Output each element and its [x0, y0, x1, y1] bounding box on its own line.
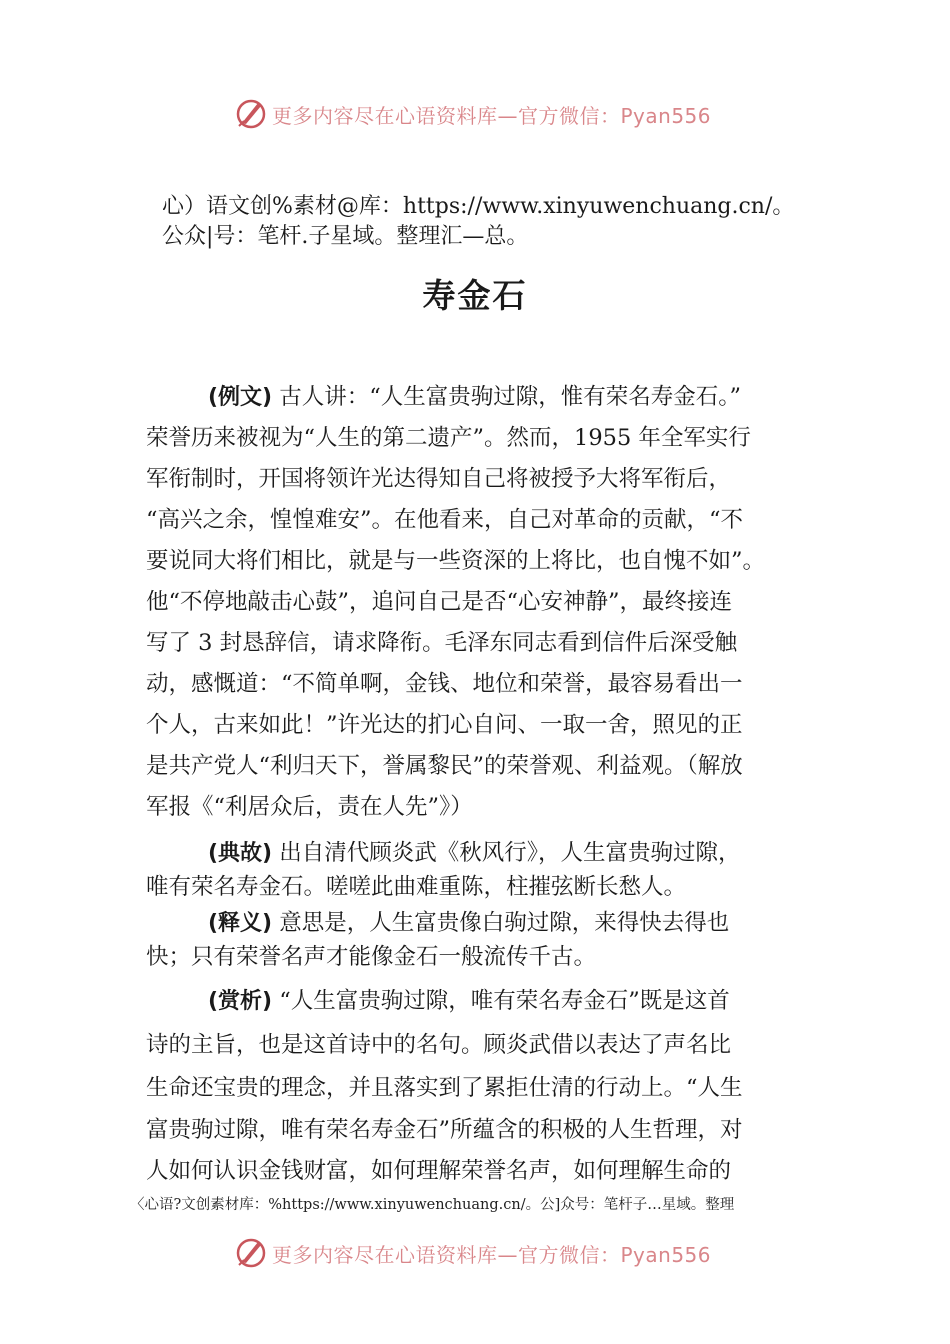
meaning-paragraph	[146, 906, 826, 974]
top-banner	[0, 94, 950, 134]
banner-text: 更多内容尽在心语资料库—官方微信：Pyan556	[272, 103, 712, 128]
appreciation-line: 富贵驹过隙，唯有荣名寿金石”所蕴含的积极的人生哲理，对	[146, 1117, 743, 1143]
example-line: 写了 3 封恳辞信，请求降衔。毛泽东同志看到信件后深受触	[146, 630, 738, 656]
example-line: 他“不停地敲击心鼓”，追问自己是否“心安神静”，最终接连	[146, 589, 733, 615]
allusion-line: 唯有荣名寿金石。嗟嗟此曲难重陈，柱摧弦断长愁人。	[146, 874, 687, 900]
source-line-1: 心）语文创%素材@库：https://www.xinyuwenchuang.cn/。	[162, 194, 795, 219]
quill-circle-icon	[234, 97, 268, 131]
source-line-2: 公众|号：笔杆.子星域。整理汇—总。	[162, 224, 529, 249]
appreciation-paragraph	[146, 979, 826, 1192]
appreciation-line: 生命还宝贵的理念，并且落实到了累拒仕清的行动上。“人生	[146, 1075, 743, 1101]
meaning-line: 快；只有荣誉名声才能像金石一般流传千古。	[146, 944, 597, 970]
example-line: “高兴之余，惶惶难安”。在他看来，自己对革命的贡献，“不	[146, 507, 744, 533]
page-title: 寿金石	[422, 276, 528, 315]
example-line: 军衔制时，开国将领许光达得知自己将被授予大将军衔后，	[146, 466, 732, 492]
example-line: 要说同大将们相比，就是与一些资深的上将比，也自愧不如”。	[146, 548, 766, 574]
meaning-tag: (释义)	[208, 911, 273, 936]
footer-source-note: 〈心语?文创素材库：%https://www.xinyuwenchuang.cn/。公]众号：笔杆子…星域。整理	[130, 1197, 735, 1213]
example-line: 古人讲：“人生富贵驹过隙，惟有荣名寿金石。”	[279, 384, 742, 410]
banner-text: 更多内容尽在心语资料库—官方微信：Pyan556	[272, 1242, 712, 1267]
example-line: 军报《“利居众后，责在人先”》）	[146, 794, 473, 820]
meaning-line: 意思是，人生富贵像白驹过隙，来得快去得也	[279, 910, 730, 936]
example-line: 荣誉历来被视为“人生的第二遗产”。然而，1955 年全军实行	[146, 425, 751, 451]
appreciation-line: 诗的主旨，也是这首诗中的名句。顾炎武借以表达了声名比	[146, 1032, 732, 1058]
example-line: 是共产党人“利归天下，誉属黎民”的荣誉观、利益观。（解放	[146, 753, 743, 779]
allusion-line: 出自清代顾炎武《秋风行》，人生富贵驹过隙，	[279, 840, 741, 866]
quill-circle-icon	[234, 1236, 268, 1270]
allusion-paragraph	[146, 836, 826, 904]
appreciation-line: 人如何认识金钱财富，如何理解荣誉名声，如何理解生命的	[146, 1158, 732, 1184]
appreciation-line: “人生富贵驹过隙，唯有荣名寿金石”既是这首	[279, 988, 730, 1014]
allusion-tag: (典故)	[208, 841, 273, 866]
example-line: 动，感慨道：“不简单啊，金钱、地位和荣誉，最容易看出一	[146, 671, 743, 697]
appreciation-tag: (赏析)	[208, 989, 273, 1014]
bottom-banner	[0, 1233, 950, 1273]
example-paragraph	[146, 377, 826, 828]
example-line: 个人，古来如此！”许光达的扪心自问、一取一舍，照见的正	[146, 712, 743, 738]
example-tag: (例文)	[208, 385, 273, 410]
